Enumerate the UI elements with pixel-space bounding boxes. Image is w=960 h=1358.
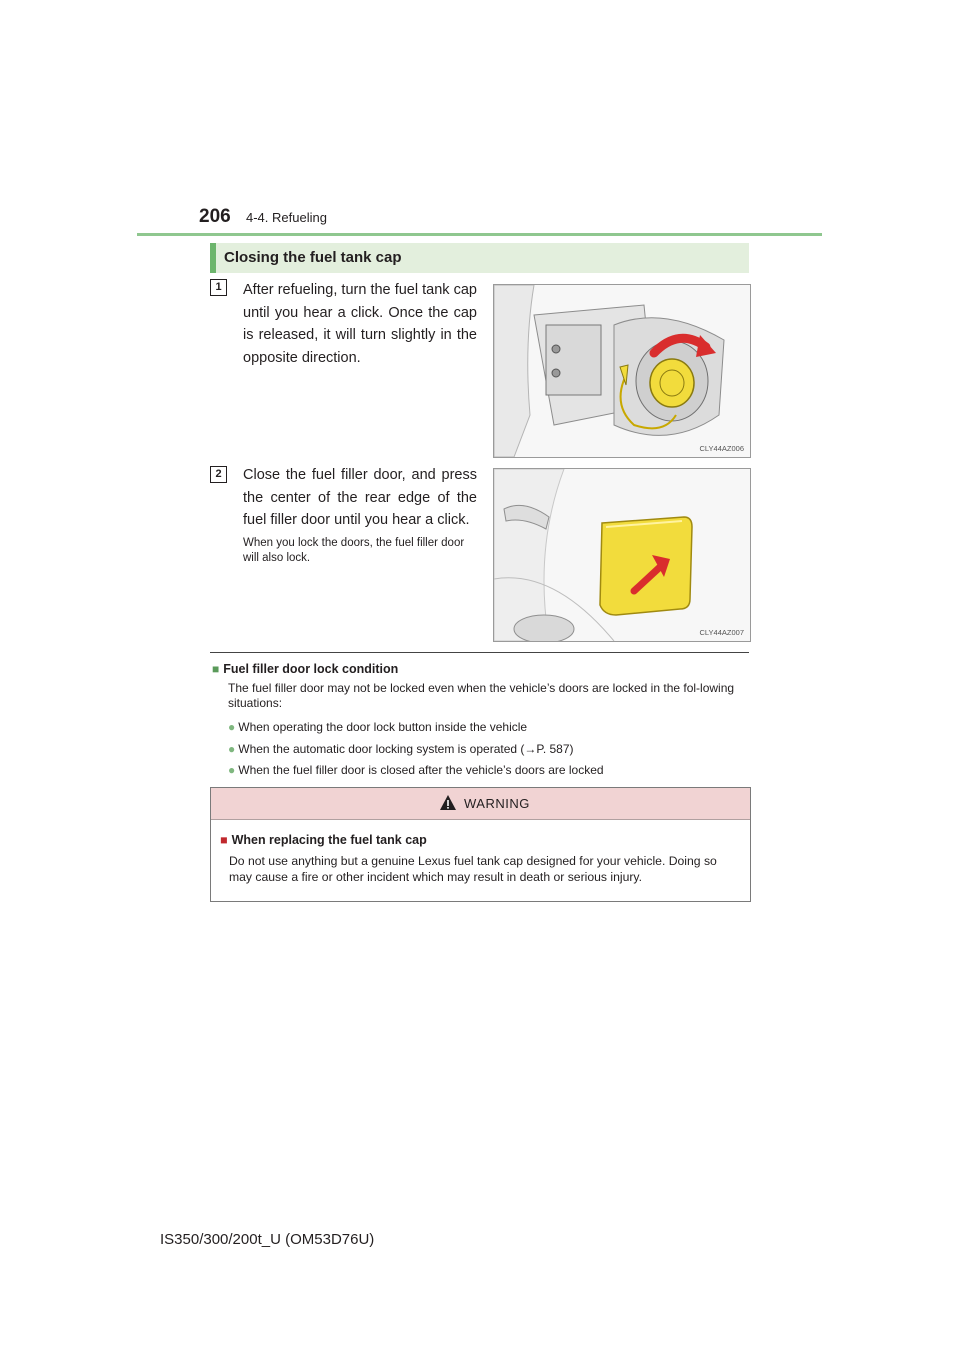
notes-divider bbox=[210, 652, 749, 653]
warning-subheading bbox=[220, 833, 427, 847]
step-1-badge: 1 bbox=[210, 279, 227, 296]
warning-header bbox=[211, 788, 750, 820]
header-rule bbox=[137, 233, 822, 236]
warning-box bbox=[210, 787, 751, 902]
step-2-badge: 2 bbox=[210, 466, 227, 483]
section-label: 4-4. Refueling bbox=[246, 210, 327, 225]
fuel-filler-door-illustration bbox=[493, 468, 751, 642]
warning-title: WARNING bbox=[464, 796, 530, 811]
note-heading-text: Fuel filler door lock condition bbox=[223, 662, 399, 676]
dot-bullet-icon: ● bbox=[228, 763, 236, 777]
dot-bullet-icon: ● bbox=[228, 720, 236, 734]
section-heading-text: Closing the fuel tank cap bbox=[224, 249, 402, 266]
step-1-text: After refueling, turn the fuel tank cap until you hear a click. Once the cap is released, it will turn slightly in the opposite direction. bbox=[243, 282, 477, 366]
note-bullet-2 bbox=[228, 742, 574, 756]
figure-2-code: CLY44AZ007 bbox=[699, 628, 744, 637]
page-number: 206 bbox=[199, 206, 231, 227]
step-2-text: Close the fuel filler door, and press the center of the rear edge of the fuel filler door until you hear a click. bbox=[243, 467, 477, 528]
note-bullet-1 bbox=[228, 720, 527, 734]
square-bullet-icon: ■ bbox=[220, 833, 228, 847]
warning-triangle-icon bbox=[439, 794, 457, 812]
warning-body: Do not use anything but a genuine Lexus fuel tank cap designed for your vehicle. Doing so may cause a fire or other incident which may result in death or serious injury. bbox=[229, 854, 717, 884]
footer-model-code: IS350/300/200t_U (OM53D76U) bbox=[160, 1231, 375, 1248]
warning-subheading-text: When replacing the fuel tank cap bbox=[231, 833, 427, 847]
note-bullet-2-text: When the automatic door locking system is operated (→P. 587) bbox=[238, 742, 574, 756]
section-heading-bar bbox=[210, 243, 216, 273]
note-bullet-3-text: When the fuel filler door is closed after the vehicle’s doors are locked bbox=[238, 763, 604, 777]
square-bullet-icon: ■ bbox=[212, 662, 220, 676]
dot-bullet-icon: ● bbox=[228, 742, 236, 756]
step-2-note: When you lock the doors, the fuel filler door will also lock. bbox=[243, 537, 465, 564]
fuel-cap-illustration bbox=[493, 284, 751, 458]
note-bullet-1-text: When operating the door lock button inside the vehicle bbox=[238, 720, 528, 734]
note-body: The fuel filler door may not be locked even when the vehicle’s doors are locked in the fol-lowing situations: bbox=[228, 681, 735, 710]
section-heading bbox=[210, 243, 749, 273]
note-bullet-3 bbox=[228, 763, 604, 777]
note-heading bbox=[212, 662, 398, 676]
figure-1-code: CLY44AZ006 bbox=[699, 444, 744, 453]
